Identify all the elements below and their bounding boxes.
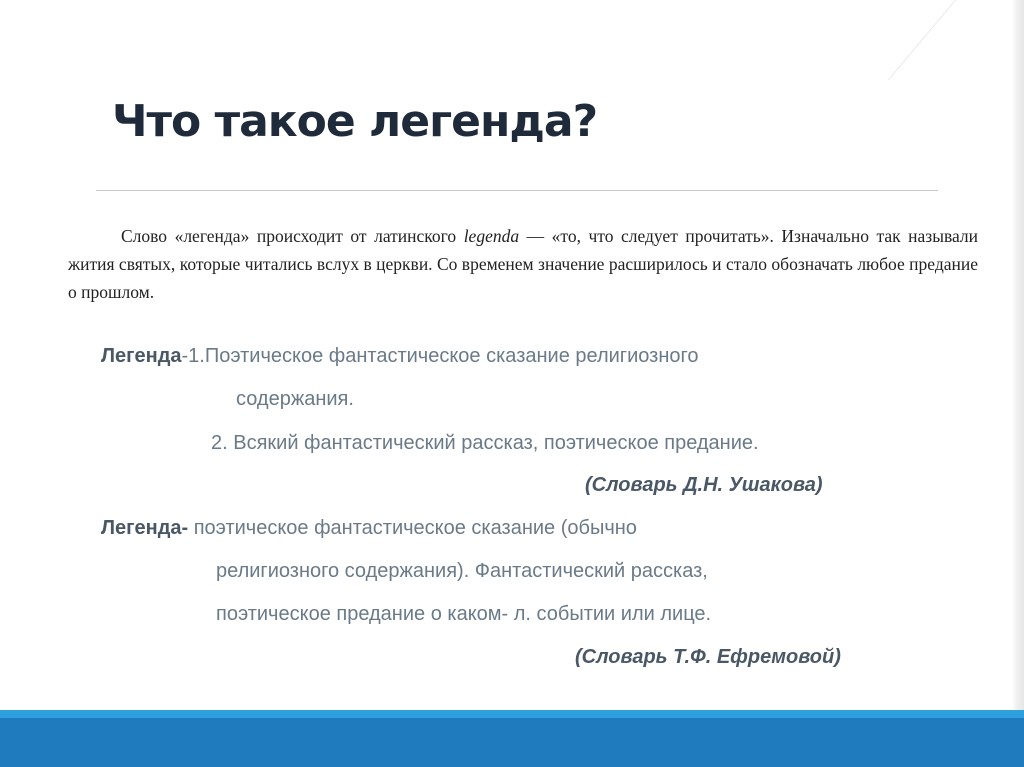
intro-paragraph <box>68 222 978 306</box>
title-divider <box>96 190 938 191</box>
definition-1-source: (Словарь Д.Н. Ушакова) <box>585 474 823 496</box>
intro-latin-word: legenda <box>463 226 520 246</box>
footer-band-dark <box>0 718 1024 767</box>
definition-1-line-3: 2. Всякий фантастический рассказ, поэтическое предание. <box>211 432 759 454</box>
definition-1-line-2: содержания. <box>236 388 354 410</box>
definition-1-text-1: -1.Поэтическое фантастическое сказание религиозного <box>181 345 699 367</box>
footer-band-light <box>0 710 1024 718</box>
definition-1-term: Легенда <box>101 345 182 367</box>
definition-2-line-1 <box>101 516 637 540</box>
definition-2-line-2: религиозного содержания). Фантастический рассказ, <box>216 560 708 582</box>
definition-2-line-3: поэтическое предание о каком- л. событии или лице. <box>216 603 712 625</box>
intro-text-before: Слово «легенда» происходит от латинского <box>121 226 464 246</box>
definition-2-text-1: поэтическое фантастическое сказание (обычно <box>188 517 637 539</box>
definition-2-source: (Словарь Т.Ф. Ефремовой) <box>575 646 841 668</box>
definition-1-line-1 <box>101 344 699 368</box>
slide-title: Что такое легенда? <box>112 96 598 147</box>
definition-2-term: Легенда- <box>101 517 189 539</box>
slide-frame-edge <box>1012 0 1024 712</box>
intro-text-after: — «то, что следует прочитать». Изначально так называли жития святых, которые читались вслух в церкви. Со временем значение расширилось и стало обозначать любое предание о прошлом. <box>68 226 978 302</box>
slide-frame-corner-line <box>888 0 1024 80</box>
